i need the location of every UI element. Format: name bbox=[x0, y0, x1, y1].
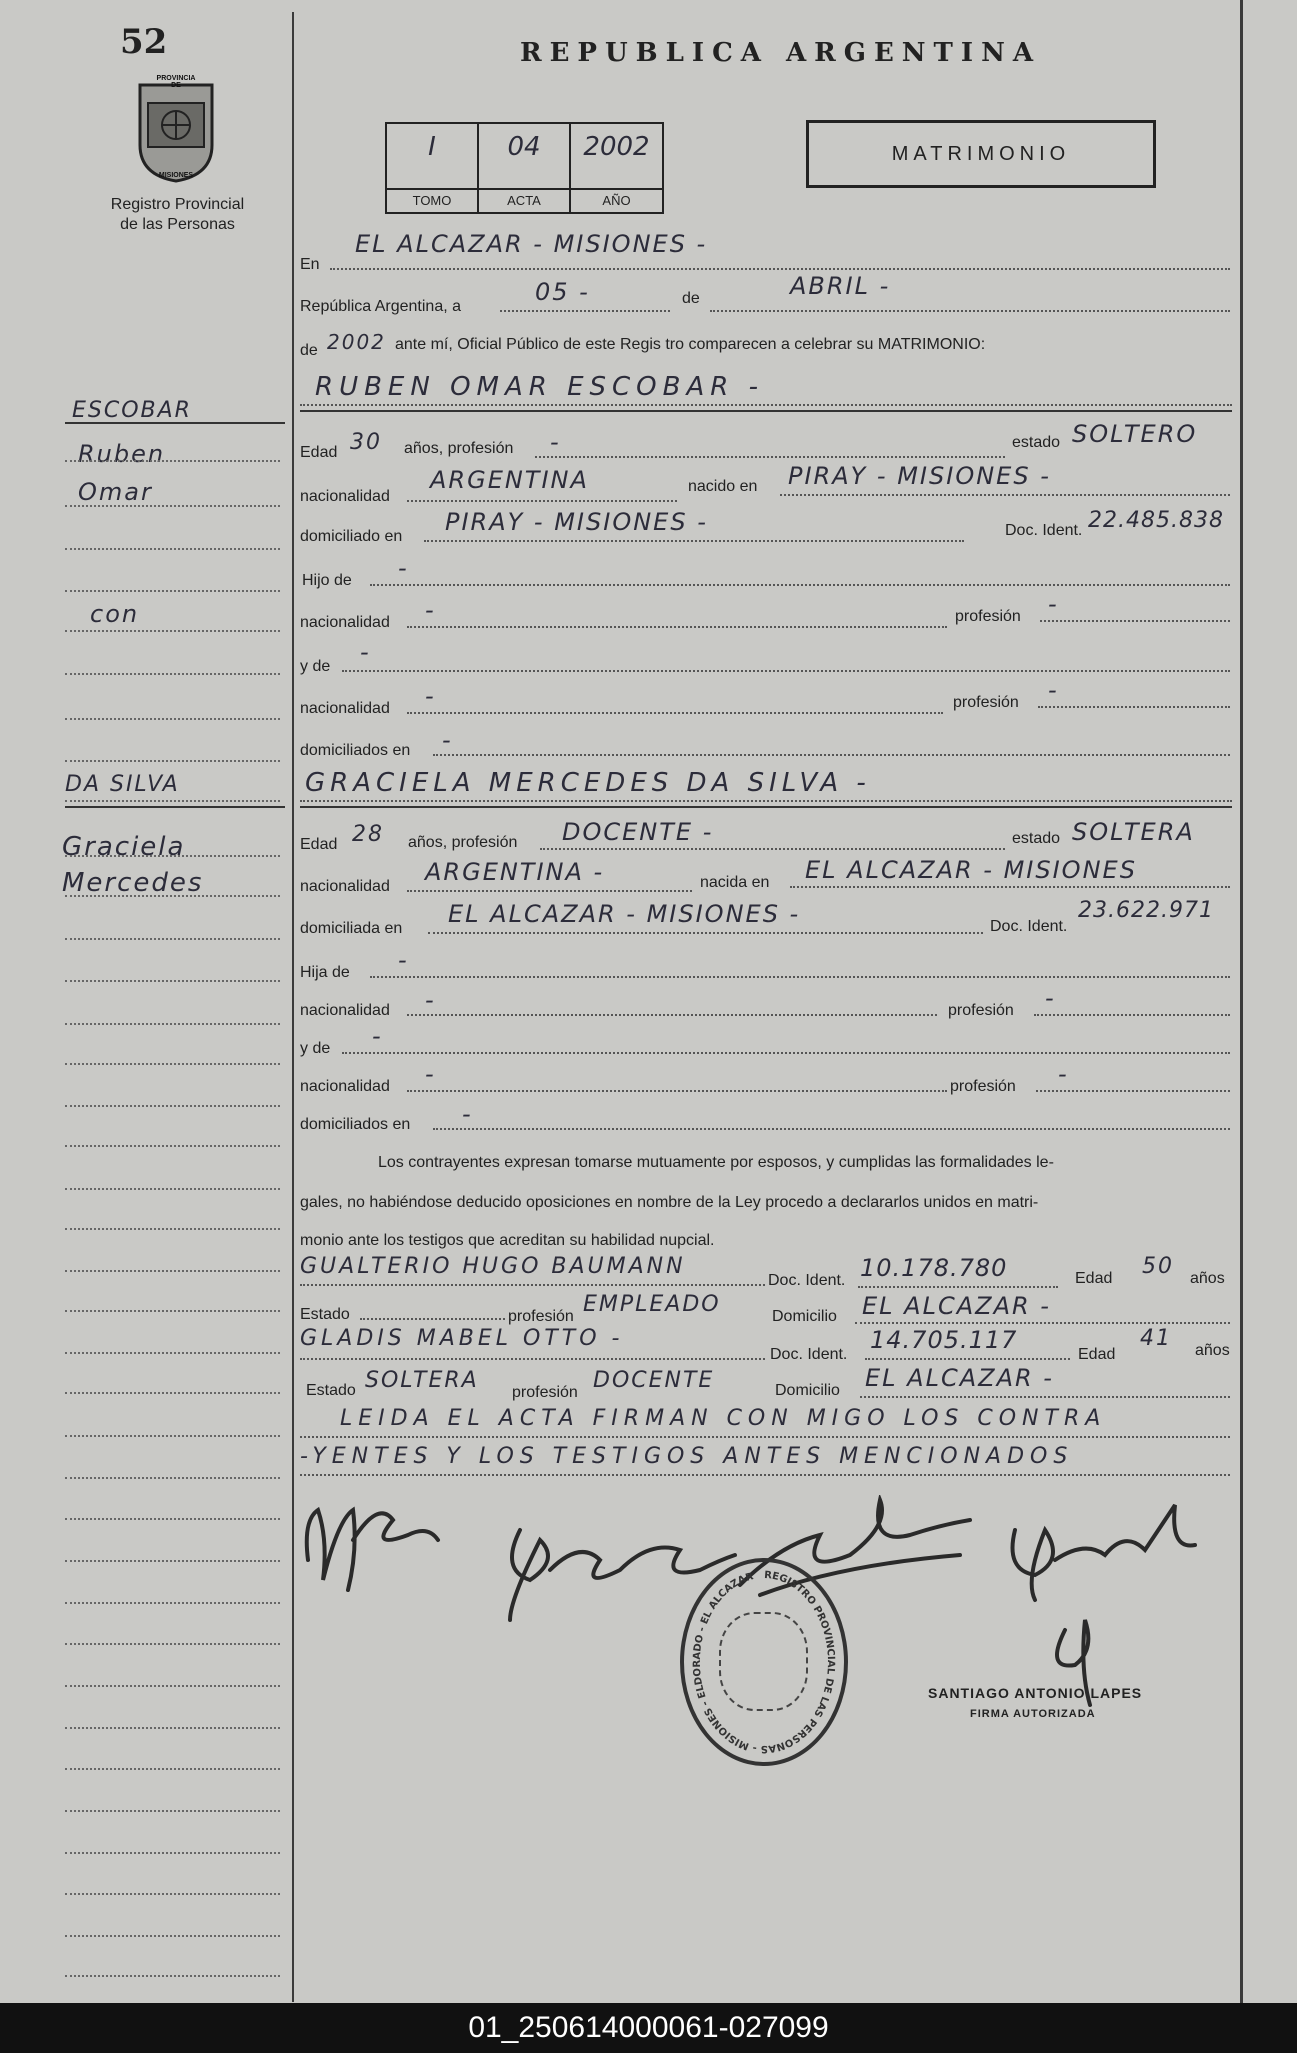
witness2-edad-label: Edad bbox=[1078, 1346, 1116, 1363]
groom-profesion-value: - bbox=[550, 428, 561, 456]
groom-nacido-label: nacido en bbox=[688, 478, 758, 495]
right-edge-rule bbox=[1240, 0, 1243, 2003]
witness1-profesion-label: profesión bbox=[508, 1308, 574, 1325]
groom-doc-label: Doc. Ident. bbox=[1005, 522, 1083, 539]
registry-line-2: de las Personas bbox=[120, 216, 235, 233]
groom-nacido-value: PIRAY - MISIONES - bbox=[788, 462, 1051, 490]
groom-estado-value: SOLTERO bbox=[1072, 420, 1198, 448]
anio-cell bbox=[571, 124, 662, 212]
witness2-profesion-value: DOCENTE bbox=[593, 1368, 715, 1393]
bride-hija-label: Hija de bbox=[300, 964, 350, 981]
tomo-value: I bbox=[428, 132, 436, 162]
bride-edad-value: 28 bbox=[352, 822, 384, 847]
closing-line-2: -YENTES Y LOS TESTIGOS ANTES MENCIONADOS bbox=[300, 1444, 1074, 1469]
groom-anos-profesion-label: años, profesión bbox=[404, 440, 514, 457]
witness1-edad-value: 50 bbox=[1142, 1254, 1174, 1279]
anio-value: 2002 bbox=[583, 132, 650, 162]
groom-hijo-label: Hijo de bbox=[302, 572, 352, 589]
bride-prof1-value: - bbox=[1045, 984, 1056, 1012]
groom-estado-label: estado bbox=[1012, 434, 1061, 451]
margin-bride-first: Graciela bbox=[62, 832, 186, 862]
margin-rule bbox=[292, 12, 294, 2002]
bride-domiciliada-label: domiciliada en bbox=[300, 920, 403, 937]
groom-hijo-value: - bbox=[398, 554, 409, 582]
witness2-doc-value: 14.705.117 bbox=[870, 1326, 1018, 1354]
bride-hija-value: - bbox=[398, 946, 409, 974]
witness1-name: GUALTERIO HUGO BAUMANN bbox=[300, 1254, 686, 1279]
province-emblem-icon bbox=[130, 75, 222, 185]
page-number: 52 bbox=[120, 22, 168, 62]
witness2-domicilio-value: EL ALCAZAR - bbox=[865, 1364, 1054, 1392]
bride-name: GRACIELA MERCEDES DA SILVA - bbox=[305, 768, 871, 798]
groom-yde-value: - bbox=[360, 638, 371, 666]
bride-domiciliados-label: domiciliados en bbox=[300, 1116, 411, 1133]
de-year-label: de bbox=[300, 342, 318, 359]
bride-prof2-label: profesión bbox=[950, 1078, 1016, 1095]
groom-domiciliados-label: domiciliados en bbox=[300, 742, 411, 759]
ante-text: ante mí, Oficial Público de este Regis tro comparecen a celebrar su MATRIMONIO: bbox=[395, 336, 986, 353]
registry-name bbox=[75, 195, 280, 235]
acta-value: 04 bbox=[507, 132, 541, 162]
en-value: EL ALCAZAR - MISIONES - bbox=[355, 230, 708, 258]
groom-nac2-label: nacionalidad bbox=[300, 700, 390, 717]
official-seal bbox=[680, 1558, 848, 1766]
day-value: 05 - bbox=[535, 278, 590, 306]
declaration-line-1: Los contrayentes expresan tomarse mutuamente por esposos, y cumplidas las formalidades le- bbox=[378, 1154, 1054, 1171]
tomo-label: TOMO bbox=[387, 188, 477, 212]
witness2-edad-value: 41 bbox=[1140, 1326, 1172, 1351]
official-stamp-name: SANTIAGO ANTONIO LAPES bbox=[928, 1685, 1143, 1701]
svg-text:REGISTRO PROVINCIAL DE LAS PER bbox=[692, 1570, 836, 1754]
emblem-bottom-text: MISIONES bbox=[158, 172, 194, 179]
margin-groom-second: Omar bbox=[78, 478, 153, 506]
groom-edad-label: Edad bbox=[300, 444, 338, 461]
seal-text: REGISTRO PROVINCIAL DE LAS PERSONAS - MISIONES - ELDORADO - EL ALCAZAR bbox=[691, 1569, 836, 1755]
emblem-top-text: PROVINCIA bbox=[156, 75, 196, 82]
bride-yde-label: y de bbox=[300, 1040, 331, 1057]
year-value: 2002 bbox=[327, 330, 386, 354]
margin-groom-first: Ruben bbox=[78, 440, 166, 468]
seal-ring-text bbox=[684, 1562, 844, 1762]
bride-estado-label: estado bbox=[1012, 830, 1061, 847]
bride-profesion-value: DOCENTE - bbox=[562, 818, 714, 846]
groom-prof1-label: profesión bbox=[955, 608, 1021, 625]
groom-nac2-value: - bbox=[425, 682, 436, 710]
groom-doc-value: 22.485.838 bbox=[1088, 508, 1224, 533]
groom-nac1-label: nacionalidad bbox=[300, 614, 390, 631]
bride-doc-label: Doc. Ident. bbox=[990, 918, 1068, 935]
groom-prof2-value: - bbox=[1048, 676, 1059, 704]
bride-estado-value: SOLTERA bbox=[1072, 818, 1195, 846]
bride-nacionalidad-label: nacionalidad bbox=[300, 878, 390, 895]
bride-nac2-label: nacionalidad bbox=[300, 1078, 390, 1095]
witness2-profesion-label: profesión bbox=[512, 1384, 578, 1401]
groom-domiciliado-label: domiciliado en bbox=[300, 528, 403, 545]
margin-con: con bbox=[90, 600, 140, 628]
en-label: En bbox=[300, 256, 320, 273]
bride-domiciliada-value: EL ALCAZAR - MISIONES - bbox=[448, 900, 801, 928]
declaration-line-2: gales, no habiéndose deducido oposiciones en nombre de la Ley procedo a declararlos unidos en matri- bbox=[300, 1194, 1039, 1211]
emblem-middle-text: DE bbox=[171, 82, 181, 89]
scan-identifier: 01_250614000061-027099 bbox=[0, 2003, 1297, 2053]
signature-4-icon bbox=[995, 1500, 1215, 1610]
witness1-estado-label: Estado bbox=[300, 1306, 350, 1323]
witness2-doc-label: Doc. Ident. bbox=[770, 1346, 848, 1363]
signature-1-icon bbox=[298, 1480, 448, 1610]
de-label: de bbox=[682, 290, 700, 307]
witness2-estado-label: Estado bbox=[306, 1382, 356, 1399]
margin-bride-surname: DA SILVA bbox=[65, 772, 180, 797]
witness2-estado-value: SOLTERA bbox=[365, 1368, 479, 1393]
official-stamp-subtitle: FIRMA AUTORIZADA bbox=[970, 1708, 1096, 1720]
groom-nac1-value: - bbox=[425, 596, 436, 624]
declaration-line-3: monio ante los testigos que acreditan su habilidad nupcial. bbox=[300, 1232, 715, 1249]
bride-domiciliados-value: - bbox=[462, 1100, 473, 1128]
registry-line-1: Registro Provincial bbox=[110, 196, 245, 213]
witness2-name: GLADIS MABEL OTTO - bbox=[300, 1326, 624, 1351]
bride-anos-profesion-label: años, profesión bbox=[408, 834, 518, 851]
bride-nacionalidad-value: ARGENTINA - bbox=[425, 858, 605, 886]
margin-groom-surname: ESCOBAR bbox=[72, 398, 192, 423]
anio-label: AÑO bbox=[571, 188, 662, 212]
record-type-box: MATRIMONIO bbox=[806, 120, 1156, 188]
witness2-anos-label: años bbox=[1195, 1342, 1230, 1359]
groom-nacionalidad-label: nacionalidad bbox=[300, 488, 390, 505]
bride-edad-label: Edad bbox=[300, 836, 338, 853]
country-title: REPUBLICA ARGENTINA bbox=[520, 38, 1042, 68]
bride-doc-value: 23.622.971 bbox=[1078, 898, 1214, 923]
bride-yde-value: - bbox=[372, 1022, 383, 1050]
witness1-doc-label: Doc. Ident. bbox=[768, 1272, 846, 1289]
groom-domiciliados-value: - bbox=[442, 726, 453, 754]
bride-nac1-value: - bbox=[425, 986, 436, 1014]
groom-prof2-label: profesión bbox=[953, 694, 1019, 711]
witness1-edad-label: Edad bbox=[1075, 1270, 1113, 1287]
acta-cell bbox=[479, 124, 571, 212]
groom-name: RUBEN OMAR ESCOBAR - bbox=[315, 372, 764, 402]
republica-label: República Argentina, a bbox=[300, 298, 461, 315]
groom-yde-label: y de bbox=[300, 658, 331, 675]
margin-bride-second: Mercedes bbox=[62, 868, 204, 898]
groom-prof1-value: - bbox=[1048, 590, 1059, 618]
bride-prof2-value: - bbox=[1058, 1060, 1069, 1088]
acta-label: ACTA bbox=[479, 188, 569, 212]
tomo-cell bbox=[387, 124, 479, 212]
witness1-doc-value: 10.178.780 bbox=[860, 1254, 1008, 1282]
groom-edad-value: 30 bbox=[350, 430, 382, 455]
bride-nac1-label: nacionalidad bbox=[300, 1002, 390, 1019]
record-reference-box bbox=[385, 122, 664, 214]
witness1-domicilio-label: Domicilio bbox=[772, 1308, 837, 1325]
witness1-profesion-value: EMPLEADO bbox=[583, 1292, 721, 1317]
closing-line-1: LEIDA EL ACTA FIRMAN CON MIGO LOS CONTRA bbox=[340, 1406, 1107, 1431]
bride-nac2-value: - bbox=[425, 1060, 436, 1088]
witness1-anos-label: años bbox=[1190, 1270, 1225, 1287]
bride-prof1-label: profesión bbox=[948, 1002, 1014, 1019]
bride-nacida-value: EL ALCAZAR - MISIONES bbox=[805, 856, 1137, 884]
month-value: ABRIL - bbox=[790, 272, 891, 300]
witness2-domicilio-label: Domicilio bbox=[775, 1382, 840, 1399]
groom-domiciliado-value: PIRAY - MISIONES - bbox=[445, 508, 708, 536]
bride-nacida-label: nacida en bbox=[700, 874, 770, 891]
groom-nacionalidad-value: ARGENTINA bbox=[430, 466, 589, 494]
witness1-domicilio-value: EL ALCAZAR - bbox=[862, 1292, 1051, 1320]
